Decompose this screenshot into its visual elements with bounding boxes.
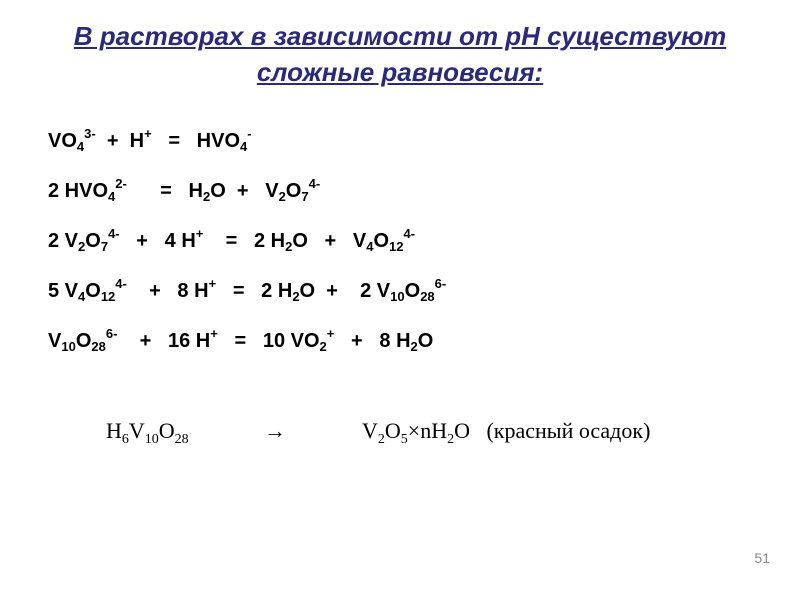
title-line-2: сложные равновесия: <box>256 57 544 87</box>
equation-3: 2 $V_2O_7^{4-} + 4$ H+ = 2 $H_2O + V_4O_{12}^{4-}$ <box>48 226 416 254</box>
equation-5: $V_{10}O_{28}^{6-}$ + 16 H+ = 10 $VO_2^+ + 8$ $H_2O$ <box>48 326 434 354</box>
equation-1: $VO_4^{3-} + H^+ = HVO_4^-$ <box>48 126 252 154</box>
title-line-1: В растворах в зависимости от pH существуют <box>73 21 727 51</box>
equation-2: 2 $HVO_4^{2-}$ = $H_2O + V_2O_7^{4-}$ <box>48 176 321 204</box>
final-product: $V_2O_5\times nH_2O$ (красный осадок) <box>362 418 651 447</box>
final-reactant: $H_6V_{10}O_{28}$ <box>106 418 189 447</box>
equation-4: 5 $V_4O_{12}^{4-}$ + 8 H+ = 2 $H_2O$ + 2 $V_{10}O_{28}^{6-}$ <box>48 276 447 304</box>
page-number: 51 <box>754 550 770 566</box>
slide-title <box>0 18 800 90</box>
reaction-arrow: → <box>264 418 286 443</box>
